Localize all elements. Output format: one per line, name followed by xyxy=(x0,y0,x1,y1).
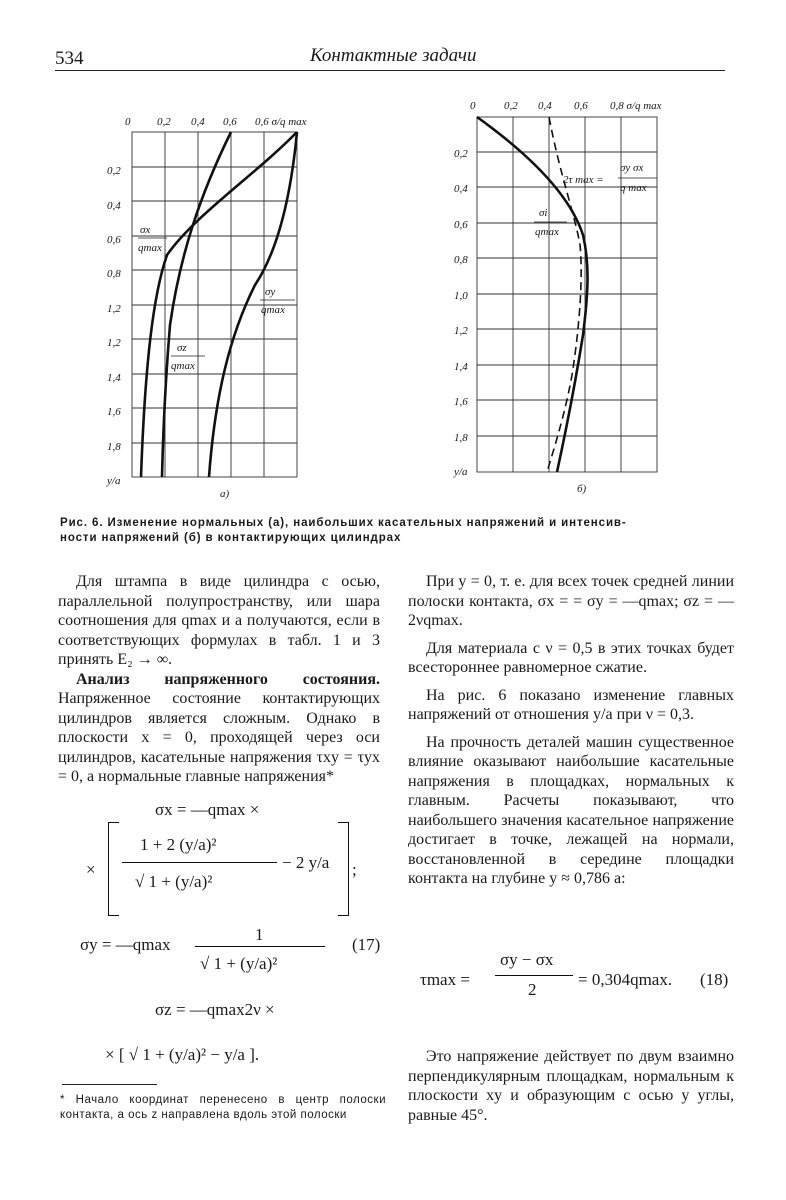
right-column xyxy=(408,572,734,889)
label-sigma-z-num: σz xyxy=(177,342,187,354)
fig-b-left-4: 1,0 xyxy=(454,290,468,302)
fig-b-left-0: 0,2 xyxy=(454,148,468,160)
eq-sigma-z-line2: × [ √ 1 + (y/a)² − y/a ]. xyxy=(105,1045,260,1064)
fig-b-top-1: 0,2 xyxy=(504,100,518,112)
figure-b xyxy=(450,95,665,500)
fig-b-left-3: 0,8 xyxy=(454,254,468,266)
right-para-1: При y = 0, т. е. для всех точек средней линии полоски контакта, σx = = σy = —qmax; σz = —2νqmax. xyxy=(408,573,734,629)
eq-tau-fracbar xyxy=(495,975,573,976)
fig-a-top-3: 0,6 xyxy=(223,116,237,128)
curve-sigma-z xyxy=(162,132,231,477)
fig-a-sublabel: а) xyxy=(220,488,230,500)
curve-tau-dashed xyxy=(547,117,581,472)
eq-tau-den: 2 xyxy=(528,980,537,999)
eq-sigma-x-fracbar xyxy=(122,862,277,863)
fig-a-left-4: 1,2 xyxy=(107,303,121,315)
fig-a-top-1: 0,2 xyxy=(157,116,171,128)
fig-a-left-8: 1,8 xyxy=(107,441,121,453)
eq-tau-num: σy − σx xyxy=(500,950,554,969)
footnote: * Начало координат перенесено в центр полоски контакта, а ось z направлена вдоль этой полоски xyxy=(60,1094,386,1121)
eq-tau-left: τmax = xyxy=(420,970,470,989)
eq-number-18: (18) xyxy=(700,970,729,989)
fig-b-left-7: 1,6 xyxy=(454,396,468,408)
left-para-2-body: Напряженное состояние контактирующих цилиндров является сложным. Однако в плоскости x = 0, проходящей через оси цилиндров, касательные напряжения τxy = τyx = 0, а нормальные главные напряжения* xyxy=(58,690,380,785)
left-para-1: Для штампа в виде цилиндра с осью, параллельной полупространству, или шара соотношения для qmax и a получаются, если в соответствующих формулах в табл. 1 и 3 принять E₂ → ∞. xyxy=(58,573,380,668)
eq-sigma-x-num: 1 + 2 (y/a)² xyxy=(140,835,217,854)
label-sigma-z-den: qmax xyxy=(171,360,195,372)
fig-b-top-4: 0,8 σ/q max xyxy=(610,100,662,112)
fig-b-top-3: 0,6 xyxy=(574,100,588,112)
header-rule xyxy=(55,70,725,71)
eq-sigma-y-den: √ 1 + (y/a)² xyxy=(200,954,278,973)
section-heading: Анализ напряженного состояния. xyxy=(76,670,380,688)
left-column xyxy=(58,572,380,787)
right-para-2: Для материала с ν = 0,5 в этих точках будет всестороннее равномерное сжатие. xyxy=(408,639,734,676)
fig-b-top-0: 0 xyxy=(470,100,476,112)
right-para-5 xyxy=(408,1047,734,1125)
label-sigma-y-den: qmax xyxy=(261,304,285,316)
fig-a-left-0: 0,2 xyxy=(107,165,121,177)
fig-b-sublabel: б) xyxy=(577,483,587,495)
label-sigma-i-den: qmax xyxy=(535,226,559,238)
eq-sigma-x-tail: − 2 y/a xyxy=(282,853,330,872)
label-tau-den: q max xyxy=(620,182,647,194)
fig-b-top-2: 0,4 xyxy=(538,100,552,112)
eq-sigma-x-line1: σx = —qmax × xyxy=(155,800,260,819)
label-sigma-y-num: σy xyxy=(265,286,276,298)
fig-b-left-1: 0,4 xyxy=(454,183,468,195)
fig-b-left-8: 1,8 xyxy=(454,432,468,444)
fig-b-left-5: 1,2 xyxy=(454,325,468,337)
fig-a-left-3: 0,8 xyxy=(107,268,121,280)
fig-a-left-2: 0,6 xyxy=(107,234,121,246)
eq-sigma-z-line1: σz = —qmax2ν × xyxy=(155,1000,275,1019)
footnote-rule xyxy=(62,1084,157,1085)
right-para-4: На прочность деталей машин существенное влияние оказывают наибольшие касательные напряжения в площадках, нормальных к главным. Расчеты показывают, что наибольшего значения касательное напряжение достигает в точке, лежащей на нормали, восстановленной в середине площадки контакта на глубине y ≈ 0,786 a: xyxy=(408,733,734,887)
eq-semicolon: ; xyxy=(352,860,357,879)
label-sigma-x-num: σx xyxy=(140,224,151,236)
eq-sigma-y-fracbar xyxy=(195,946,325,947)
label-sigma-i-num: σi xyxy=(539,207,548,219)
label-tau: 2τ max = xyxy=(563,174,604,186)
label-tau-num: σy σx xyxy=(620,162,644,174)
eq-tau-right: = 0,304qmax. xyxy=(578,970,673,989)
bracket-left xyxy=(108,822,119,916)
eq-sigma-y-num: 1 xyxy=(255,925,264,944)
label-sigma-x-den: qmax xyxy=(138,242,162,254)
eq-number-17: (17) xyxy=(352,935,381,954)
fig-a-left-9: y/a xyxy=(107,475,121,487)
fig-b-left-6: 1,4 xyxy=(454,361,468,373)
fig-a-left-6: 1,4 xyxy=(107,372,121,384)
figure-caption xyxy=(60,516,730,546)
eq-sigma-y: σy = —qmax xyxy=(80,935,171,954)
fig-b-left-2: 0,6 xyxy=(454,219,468,231)
figure-a xyxy=(105,105,320,505)
right-para-5-text: Это напряжение действует по двум взаимно перпендикулярным площадкам, нормальным к плоскости xy и образующим с осью y углы, равные 45°. xyxy=(408,1048,734,1124)
curve-intensity xyxy=(477,117,588,472)
eq-sigma-x-den: √ 1 + (y/a)² xyxy=(135,872,213,891)
caption-line-2: ности напряжений (б) в контактирующих цилиндрах xyxy=(60,532,402,544)
fig-a-top-0: 0 xyxy=(125,116,131,128)
page-number: 534 xyxy=(55,48,84,69)
fig-a-top-4: 0,6 σ/q max xyxy=(255,116,307,128)
fig-a-left-7: 1,6 xyxy=(107,406,121,418)
eq-times: × xyxy=(86,860,96,879)
fig-a-left-1: 0,4 xyxy=(107,200,121,212)
left-para-2 xyxy=(58,670,380,787)
fig-a-top-2: 0,4 xyxy=(191,116,205,128)
caption-line-1: Рис. 6. Изменение нормальных (а), наибольших касательных напряжений и интенсив- xyxy=(60,517,627,529)
fig-b-left-9: y/a xyxy=(454,466,468,478)
fig-a-left-5: 1,2 xyxy=(107,337,121,349)
right-para-3: На рис. 6 показано изменение главных напряжений от отношения y/a при ν = 0,3. xyxy=(408,686,734,723)
running-title: Контактные задачи xyxy=(310,45,477,66)
bracket-right xyxy=(338,822,349,916)
